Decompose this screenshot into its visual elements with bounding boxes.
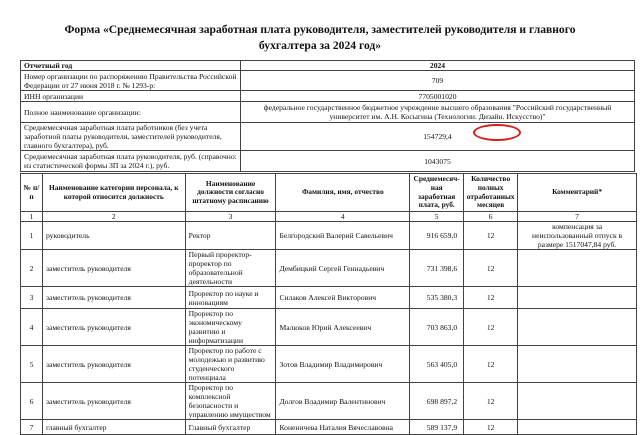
column-number: 7: [518, 212, 637, 222]
position-cell: Ректор: [185, 222, 276, 250]
info-row-org-number: [21, 71, 635, 91]
salary-cell: 535 380,3: [410, 287, 464, 309]
salary-cell: 698 897,2: [410, 383, 464, 420]
comment-cell: [518, 420, 637, 435]
info-label: Среднемесячная заработная плата работников (без учета заработной платы руководителя, заместителей руководителя, главного бухгалтера), руб.: [21, 123, 241, 151]
column-header: Наименование должности согласно штатному расписанию: [185, 174, 276, 212]
info-value: 7705001020: [241, 91, 635, 102]
column-number: 4: [276, 212, 410, 222]
info-value: 709: [241, 71, 635, 91]
name-cell: Дембицкий Сергей Геннадьевич: [276, 250, 410, 287]
name-cell: Силаков Алексей Викторович: [276, 287, 410, 309]
info-label: ИНН организации: [21, 91, 241, 102]
page-title: Форма «Среднемесячная заработная плата руководителя, заместителей руководителя и главного бухгалтера за 2024 год»: [64, 23, 576, 52]
row-number: 5: [21, 346, 43, 383]
table-row: [21, 309, 637, 346]
info-row-org-name: [21, 102, 635, 123]
salary-table: [20, 173, 637, 435]
comment-cell: компенсация за неиспользованный отпуск в размере 1517047,84 руб.: [518, 222, 637, 250]
position-cell: Первый проректор-проректор по образовательной деятельности: [185, 250, 276, 287]
info-row-avg-salary-head: [21, 151, 635, 172]
comment-cell: [518, 287, 637, 309]
position-cell: Проректор по комплексной безопасности и управлению имуществом: [185, 383, 276, 420]
column-number: 5: [410, 212, 464, 222]
column-header: Фамилия, имя, отчество: [276, 174, 410, 212]
position-cell: Проректор по работе с молодежью и развитию студенческого потенциала: [185, 346, 276, 383]
category-cell: заместитель руководителя: [42, 309, 185, 346]
name-cell: Зотов Владимир Владимирович: [276, 346, 410, 383]
salary-cell: 703 863,0: [410, 309, 464, 346]
position-cell: Проректор по экономическому развитию и информатизации: [185, 309, 276, 346]
category-cell: руководитель: [42, 222, 185, 250]
position-cell: Проректор по науке и инновациям: [185, 287, 276, 309]
table-row: [21, 250, 637, 287]
category-cell: заместитель руководителя: [42, 250, 185, 287]
category-cell: заместитель руководителя: [42, 383, 185, 420]
comment-cell: [518, 346, 637, 383]
months-cell: 12: [464, 420, 518, 435]
table-row: [21, 287, 637, 309]
info-row-inn: [21, 91, 635, 102]
name-cell: Малюков Юрий Алексеевич: [276, 309, 410, 346]
comment-cell: [518, 250, 637, 287]
row-number: 1: [21, 222, 43, 250]
column-number-row: [21, 212, 637, 222]
organization-info-table: [20, 60, 635, 172]
comment-cell: [518, 309, 637, 346]
position-cell: Главный бухгалтер: [185, 420, 276, 435]
table-header-row: [21, 174, 637, 212]
salary-cell: 731 398,6: [410, 250, 464, 287]
name-cell: Коненичева Наталия Вячеславовна: [276, 420, 410, 435]
column-number: 1: [21, 212, 43, 222]
comment-cell: [518, 383, 637, 420]
column-header: Комментарий*: [518, 174, 637, 212]
row-number: 2: [21, 250, 43, 287]
red-highlight-circle: [473, 124, 521, 141]
salary-cell: 563 405,0: [410, 346, 464, 383]
table-row: [21, 420, 637, 435]
name-cell: Белгородский Валерий Савельевич: [276, 222, 410, 250]
info-row-avg-salary-staff: [21, 123, 635, 151]
info-value: 154729,4: [241, 123, 635, 151]
column-number: 3: [185, 212, 276, 222]
column-number: 2: [42, 212, 185, 222]
column-header: Наименование категории персонала, к которой относится должность: [42, 174, 185, 212]
salary-cell: 916 659,0: [410, 222, 464, 250]
months-cell: 12: [464, 287, 518, 309]
months-cell: 12: [464, 309, 518, 346]
column-header: Среднемесяч-ная заработная плата, руб.: [410, 174, 464, 212]
info-value: 2024: [241, 61, 635, 71]
info-label: Среднемесячная заработная плата руководителя, руб. (справочно: из статистической формы ЗП за 2024 г.), руб.: [21, 151, 241, 172]
table-row: [21, 346, 637, 383]
info-label: Полное наименование организации:: [21, 102, 241, 123]
category-cell: заместитель руководителя: [42, 287, 185, 309]
column-header: № п/п: [21, 174, 43, 212]
name-cell: Долгов Владимир Валентинович: [276, 383, 410, 420]
category-cell: главный бухгалтер: [42, 420, 185, 435]
category-cell: заместитель руководителя: [42, 346, 185, 383]
info-value: 1043075: [241, 151, 635, 172]
months-cell: 12: [464, 346, 518, 383]
row-number: 6: [21, 383, 43, 420]
column-header: Количество полных отработанных месяцев: [464, 174, 518, 212]
info-value: федеральное государственное бюджетное учреждение высшего образования "Российский государственный университет им. А.Н. Косыгина (Технологии. Дизайн. Искусство)": [241, 102, 635, 123]
info-label: Отчетный год: [21, 61, 241, 71]
months-cell: 12: [464, 250, 518, 287]
months-cell: 12: [464, 222, 518, 250]
column-number: 6: [464, 212, 518, 222]
info-row-year: [21, 61, 635, 71]
table-row: [21, 383, 637, 420]
salary-cell: 589 137,9: [410, 420, 464, 435]
row-number: 7: [21, 420, 43, 435]
info-label: Номер организации по распоряжению Правительства Российской Федерации от 27 июня 2018 г. № 1293-р:: [21, 71, 241, 91]
row-number: 4: [21, 309, 43, 346]
months-cell: 12: [464, 383, 518, 420]
row-number: 3: [21, 287, 43, 309]
table-row: [21, 222, 637, 250]
